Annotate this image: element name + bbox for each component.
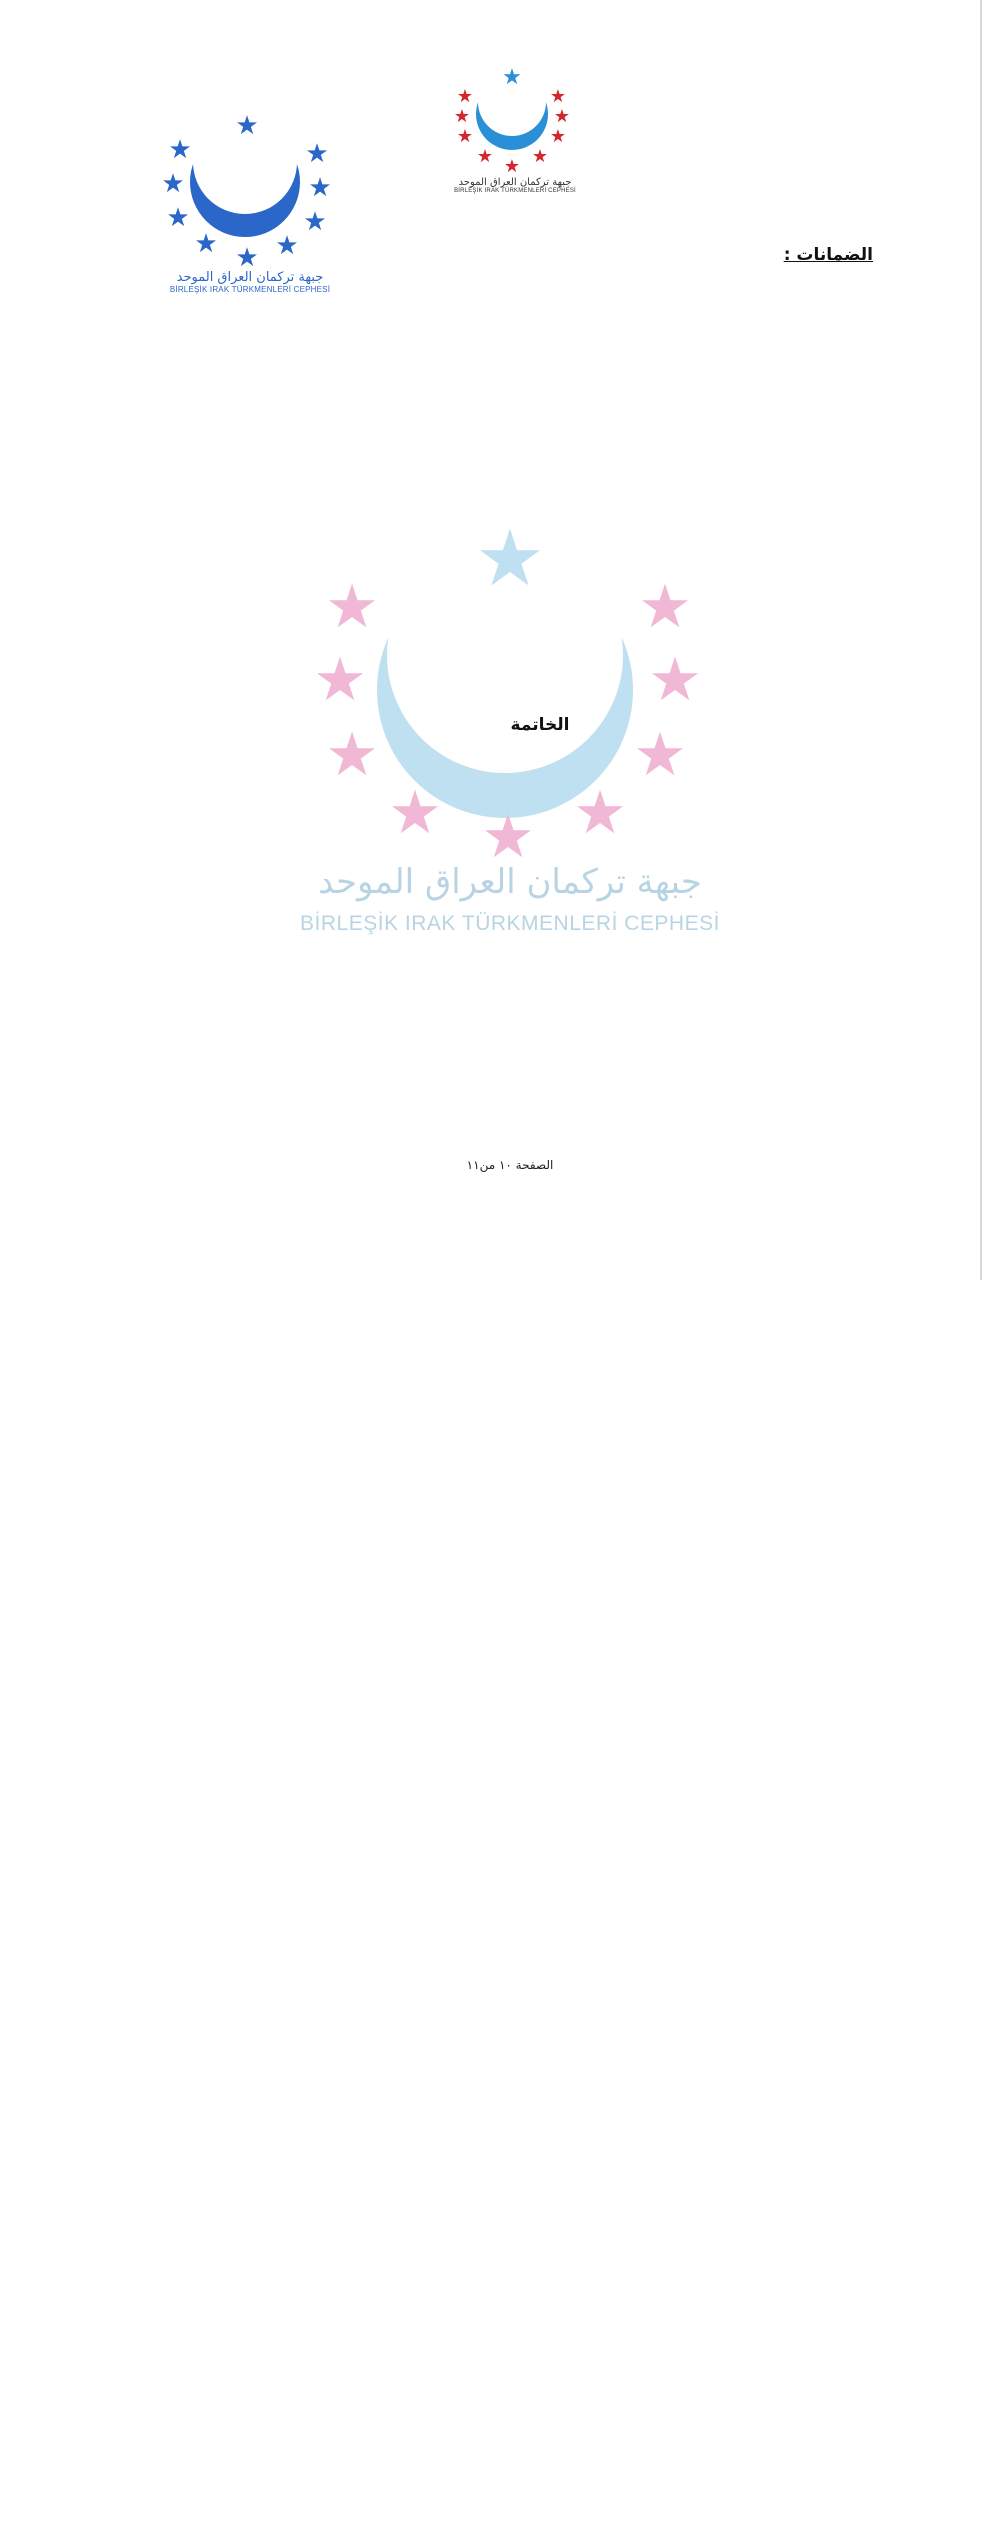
svg-text:★: ★ bbox=[531, 146, 549, 167]
svg-text:★: ★ bbox=[456, 86, 474, 107]
front-logo-center bbox=[440, 62, 590, 194]
svg-text:★: ★ bbox=[553, 106, 571, 127]
svg-text:★: ★ bbox=[235, 111, 259, 141]
section-heading: الضمانات : bbox=[783, 245, 873, 265]
svg-text:★: ★ bbox=[168, 135, 192, 165]
watermark-emblem bbox=[300, 515, 720, 869]
page-edge bbox=[980, 0, 982, 1280]
logo-name-turkish: BİRLEŞİK IRAK TÜRKMENLERİ CEPHESİ bbox=[169, 285, 331, 294]
watermark-crescent-icon bbox=[300, 515, 720, 865]
svg-text:★: ★ bbox=[161, 169, 185, 199]
svg-text:★: ★ bbox=[453, 106, 471, 127]
svg-text:★: ★ bbox=[633, 720, 687, 790]
svg-text:★: ★ bbox=[308, 173, 332, 203]
svg-text:★: ★ bbox=[648, 645, 702, 715]
svg-text:★: ★ bbox=[502, 65, 522, 90]
svg-text:★: ★ bbox=[481, 802, 535, 865]
logo-name-turkish: BİRLEŞİK IRAK TÜRKMENLERİ CEPHESİ bbox=[454, 188, 576, 194]
crescent-star-emblem-icon bbox=[150, 100, 350, 270]
svg-text:★: ★ bbox=[476, 146, 494, 167]
svg-text:★: ★ bbox=[235, 243, 259, 270]
closing-heading: الخاتمة bbox=[510, 715, 570, 735]
svg-text:★: ★ bbox=[503, 156, 521, 177]
front-logo-left bbox=[150, 100, 350, 294]
svg-text:★: ★ bbox=[325, 720, 379, 790]
svg-text:★: ★ bbox=[275, 231, 299, 261]
svg-text:★: ★ bbox=[638, 572, 692, 642]
svg-text:★: ★ bbox=[549, 86, 567, 107]
svg-text:★: ★ bbox=[573, 778, 627, 848]
svg-text:★: ★ bbox=[388, 778, 442, 848]
logo-name-arabic: جبهة تركمان العراق الموحد bbox=[458, 177, 572, 188]
crescent-star-emblem-icon bbox=[440, 62, 590, 177]
watermark-name-turkish: BİRLEŞİK IRAK TÜRKMENLERİ CEPHESİ bbox=[300, 912, 720, 935]
logo-name-arabic: جبهة تركمان العراق الموحد bbox=[176, 270, 324, 285]
svg-text:★: ★ bbox=[194, 229, 218, 259]
svg-text:★: ★ bbox=[305, 139, 329, 169]
svg-text:★: ★ bbox=[166, 203, 190, 233]
svg-text:★: ★ bbox=[313, 645, 367, 715]
page-number: الصفحة ١٠ من١١ bbox=[466, 1158, 554, 1172]
svg-text:★: ★ bbox=[475, 515, 545, 604]
watermark-name-arabic: جبهة تركمان العراق الموحد bbox=[318, 862, 702, 902]
svg-text:★: ★ bbox=[456, 126, 474, 147]
svg-text:★: ★ bbox=[325, 572, 379, 642]
svg-text:★: ★ bbox=[303, 207, 327, 237]
svg-text:★: ★ bbox=[549, 126, 567, 147]
